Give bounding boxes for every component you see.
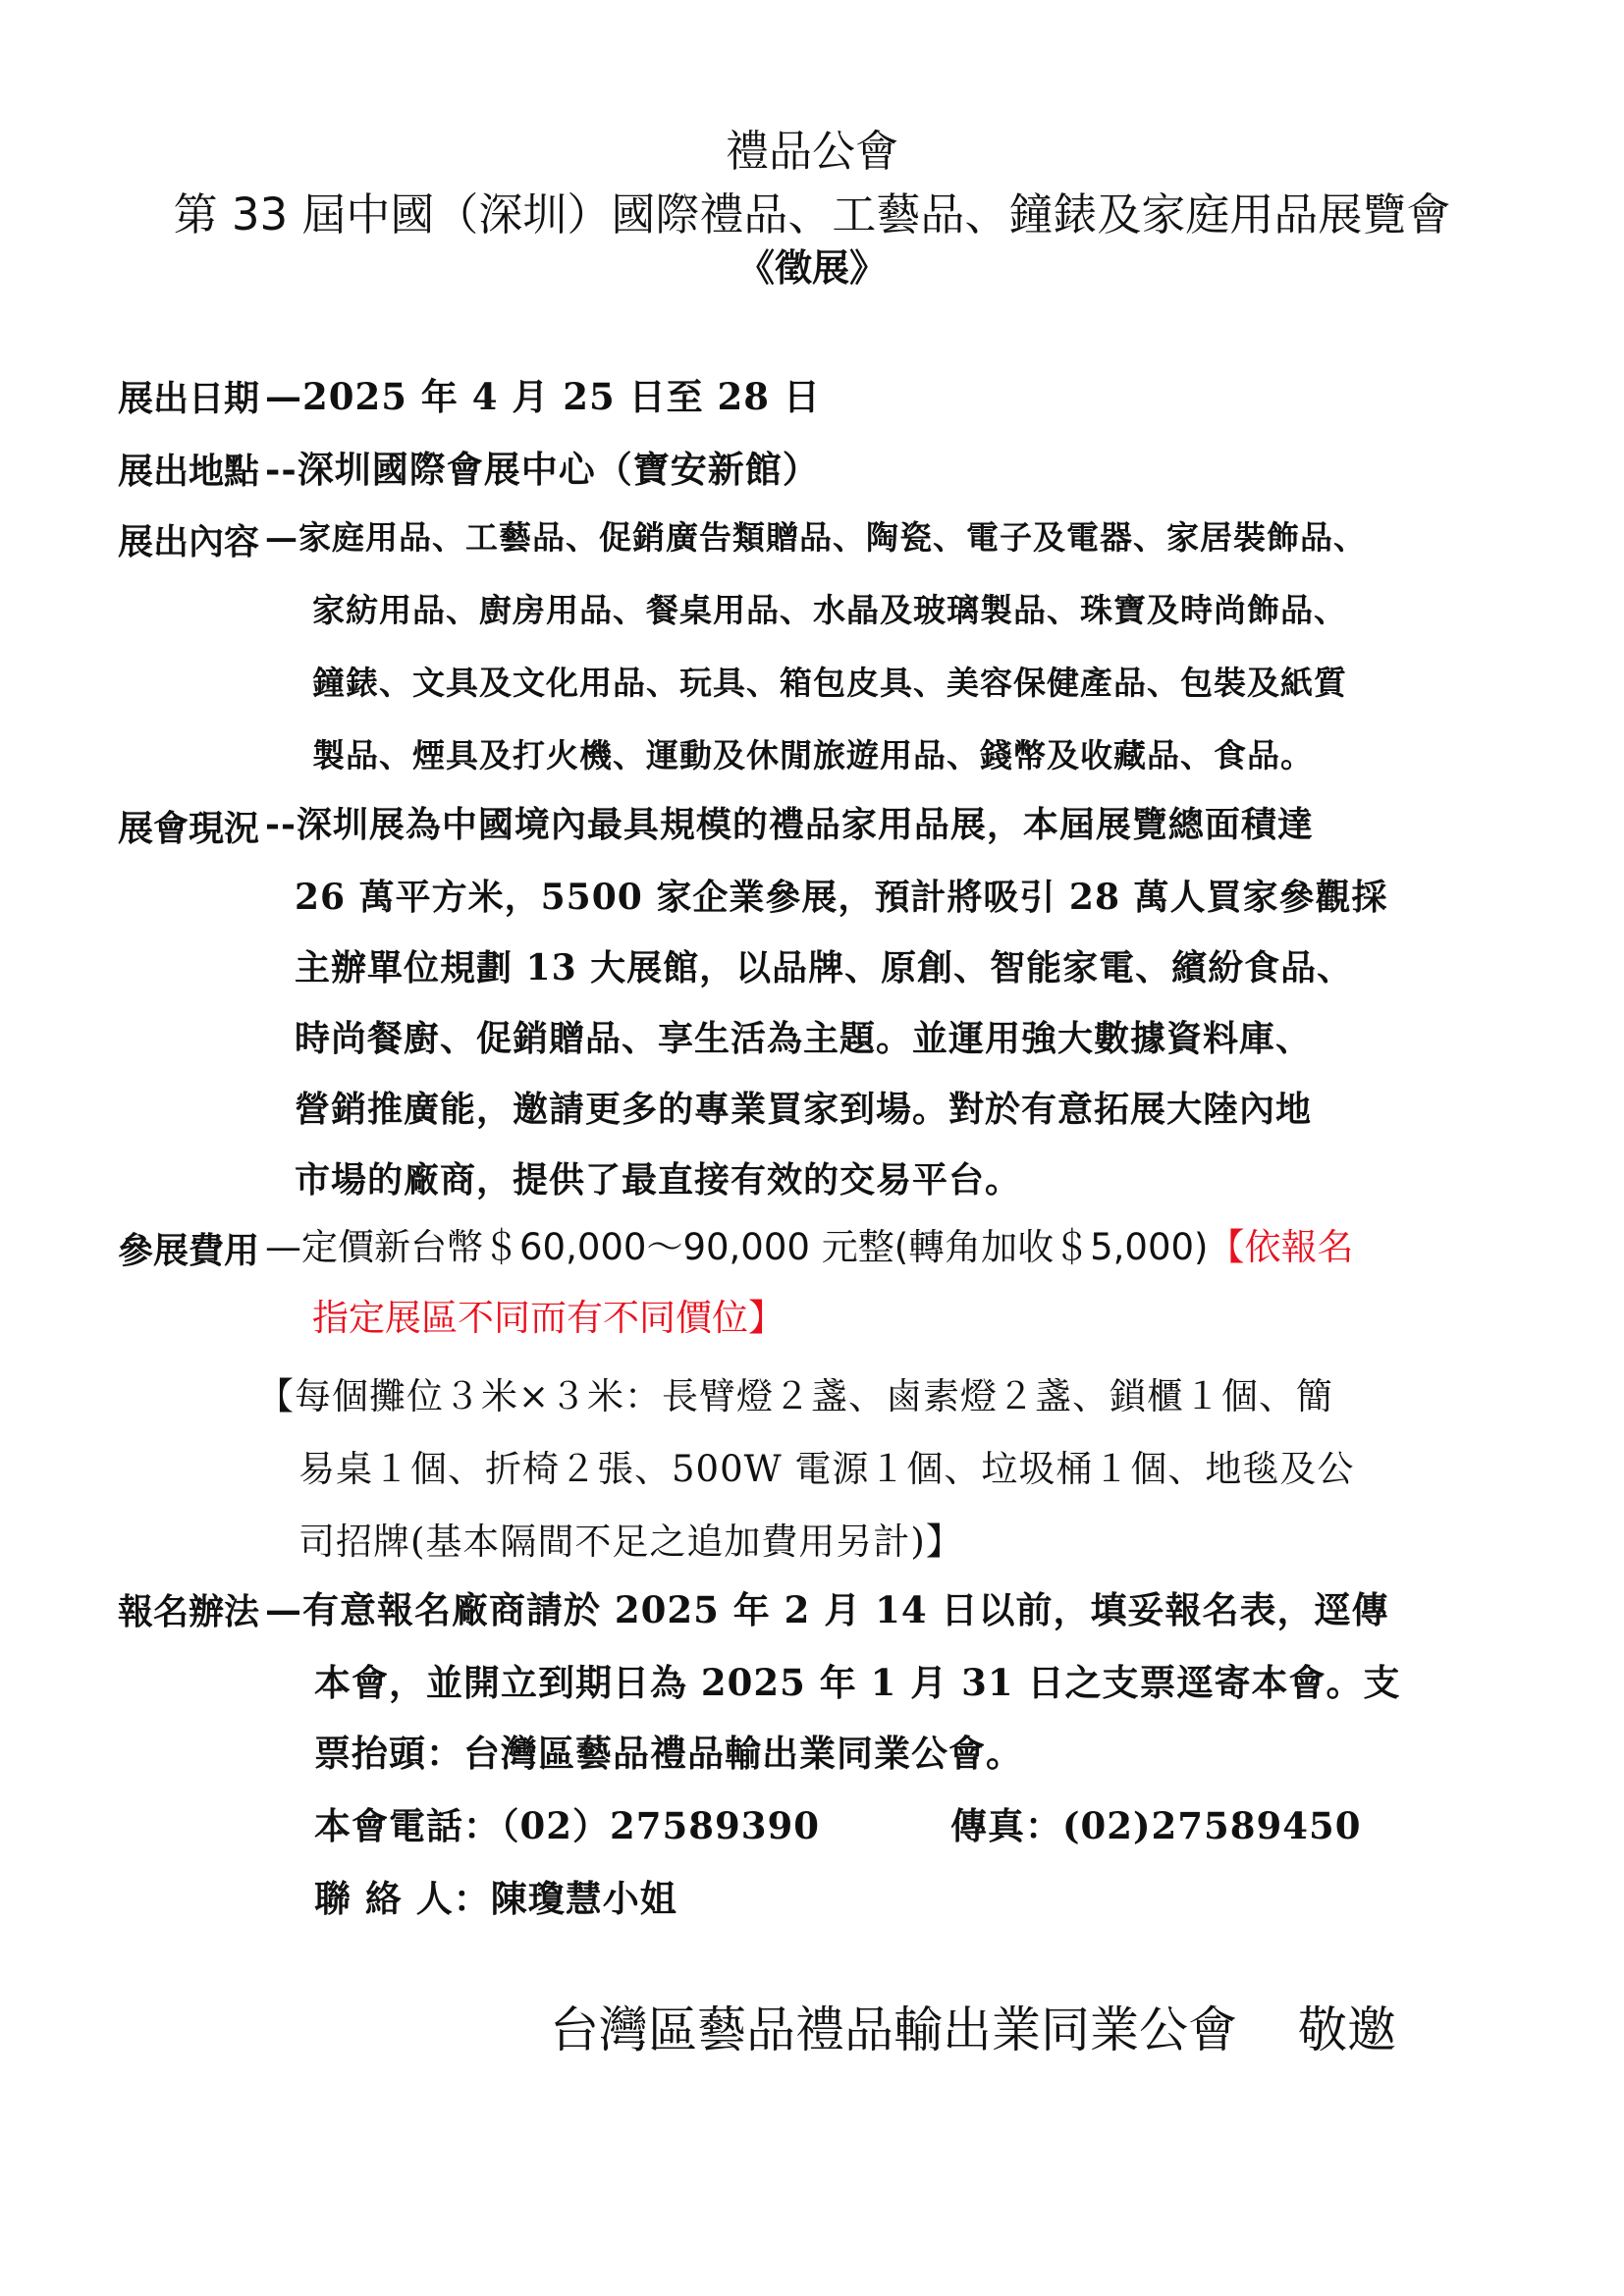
date-label: 展出日期 bbox=[118, 379, 260, 419]
footer-signature bbox=[550, 1991, 1396, 2061]
footer-closing: 敬邀 bbox=[1298, 2002, 1396, 2058]
fee-price: —定價新台幣＄60,000～90,000 元整(轉角加收＄5,000) bbox=[265, 1226, 1209, 1268]
venue-label: 展出地點 bbox=[118, 452, 260, 492]
header-org: 禮品公會 bbox=[726, 127, 898, 177]
footer-org: 台灣區藝品禮品輸出業同業公會 bbox=[550, 2002, 1237, 2058]
status-line: 26 萬平方米，5500 家企業參展，預計將吸引 28 萬人買家參觀採 bbox=[295, 877, 1388, 918]
status-line: 主辦單位規劃 13 大展館，以品牌、原創、智能家電、繽紛食品、 bbox=[295, 947, 1354, 988]
booth-line: 司招牌(基本隔間不足之追加費用另計)】 bbox=[298, 1521, 963, 1563]
status-line: 營銷推廣能，邀請更多的專業買家到場。對於有意拓展大陸內地 bbox=[295, 1089, 1313, 1130]
fee-label: 參展費用 bbox=[118, 1231, 260, 1271]
status-line: --深圳展為中國境內最具規模的禮品家用品展，本屆展覽總面積達 bbox=[265, 804, 1314, 845]
content-line: —家庭用品、工藝品、促銷廣告類贈品、陶瓷、電子及電器、家居裝飾品、 bbox=[265, 518, 1367, 557]
registration-line: —有意報名廠商請於 2025 年 2 月 14 日以前，填妥報名表，逕傳 bbox=[265, 1588, 1389, 1631]
fax-number: 傳真：(02)27589450 bbox=[950, 1804, 1362, 1847]
content-line: 家紡用品、廚房用品、餐桌用品、水晶及玻璃製品、珠寶及時尚飾品、 bbox=[312, 591, 1347, 629]
date-value: —2025 年 4 月 25 日至 28 日 bbox=[265, 375, 821, 418]
content-line: 製品、煙具及打火機、運動及休閒旅遊用品、錢幣及收藏品、食品。 bbox=[312, 736, 1314, 774]
page-subtitle: 《徵展》 bbox=[736, 246, 887, 290]
content-label: 展出內容 bbox=[118, 522, 260, 562]
status-line: 時尚餐廚、促銷贈品、享生活為主題。並運用強大數據資料庫、 bbox=[295, 1018, 1313, 1059]
status-line: 市場的廠商，提供了最直接有效的交易平台。 bbox=[295, 1159, 1022, 1201]
registration-line: 本會，並開立到期日為 2025 年 1 月 31 日之支票逕寄本會。支 bbox=[314, 1661, 1401, 1704]
fee-note: 【依報名 bbox=[1208, 1226, 1354, 1268]
status-label: 展會現況 bbox=[118, 809, 260, 849]
booth-line: 易桌１個、折椅２張、500W 電源１個、垃圾桶１個、地毯及公 bbox=[298, 1448, 1355, 1490]
registration-label: 報名辦法 bbox=[118, 1592, 260, 1632]
contact-person: 聯 絡 人：陳瓊慧小姐 bbox=[314, 1877, 677, 1920]
fee-note-continued: 指定展區不同而有不同價位】 bbox=[312, 1297, 785, 1339]
phone-number: 本會電話：（02）27589390 bbox=[314, 1804, 820, 1847]
booth-line: 【每個攤位３米×３米：長臂燈２盞、鹵素燈２盞、鎖櫃１個、簡 bbox=[257, 1375, 1334, 1417]
registration-line: 票抬頭：台灣區藝品禮品輸出業同業公會。 bbox=[314, 1732, 1023, 1775]
fee-value bbox=[265, 1217, 1353, 1270]
page-title: 第 33 屆中國（深圳）國際禮品、工藝品、鐘錶及家庭用品展覽會 bbox=[173, 188, 1451, 240]
content-line: 鐘錶、文具及文化用品、玩具、箱包皮具、美容保健產品、包裝及紙質 bbox=[312, 664, 1347, 702]
venue-value: --深圳國際會展中心（寶安新館） bbox=[265, 448, 820, 491]
